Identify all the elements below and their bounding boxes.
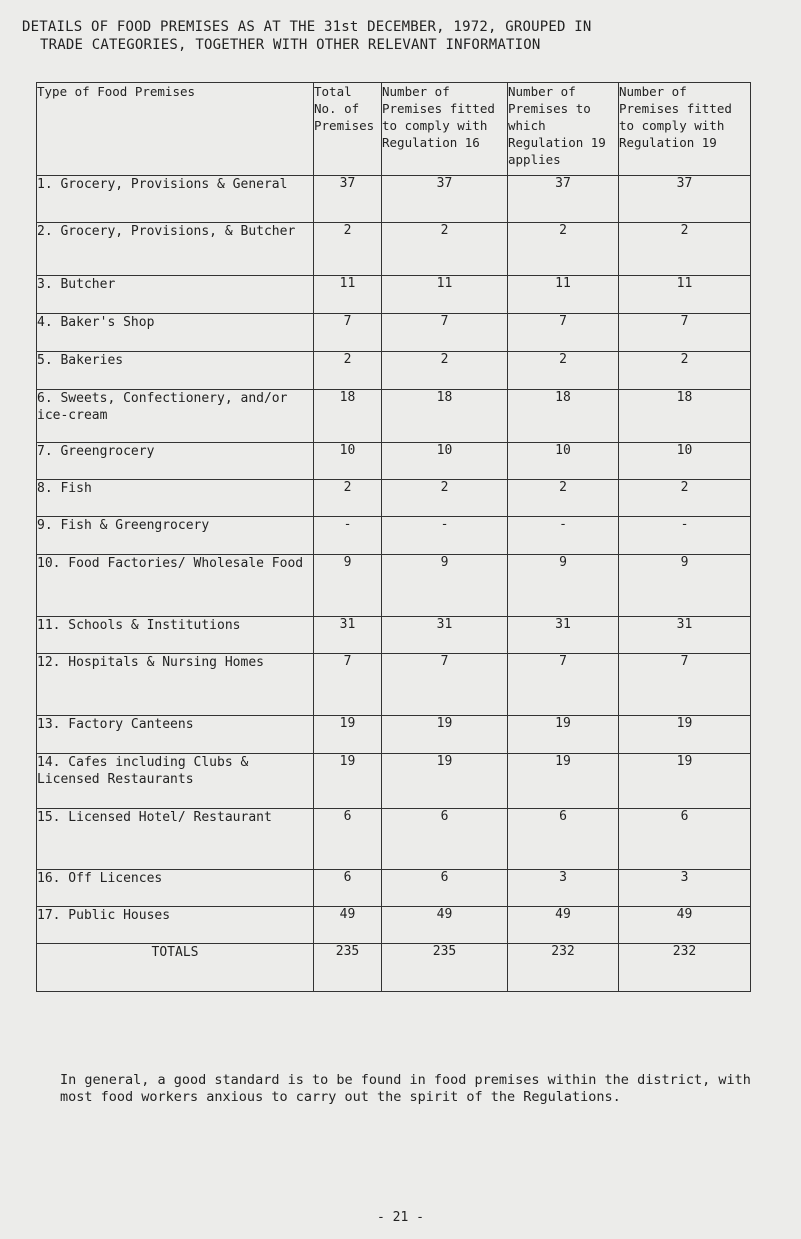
totals-label: TOTALS xyxy=(37,944,314,992)
row-total: 18 xyxy=(314,390,382,443)
row-applies-reg19: 6 xyxy=(508,809,619,870)
table-row xyxy=(37,617,751,654)
row-total: 2 xyxy=(314,223,382,276)
row-category: 9. Fish & Greengrocery xyxy=(37,517,314,555)
row-fitted-reg16: 7 xyxy=(382,654,508,716)
row-applies-reg19: - xyxy=(508,517,619,555)
table-row xyxy=(37,716,751,754)
food-premises-table xyxy=(36,82,751,992)
row-category: 14. Cafes including Clubs & Licensed Restaurants xyxy=(37,754,314,809)
row-fitted-reg19: 11 xyxy=(619,276,751,314)
row-total: 2 xyxy=(314,480,382,517)
row-fitted-reg16: 19 xyxy=(382,716,508,754)
header-row xyxy=(37,83,751,176)
row-fitted-reg19: 49 xyxy=(619,907,751,944)
table-row xyxy=(37,390,751,443)
row-fitted-reg16: - xyxy=(382,517,508,555)
row-fitted-reg19: 10 xyxy=(619,443,751,480)
totals-fitted-reg19: 232 xyxy=(619,944,751,992)
header-fitted-reg16: Number of Premises fitted to comply with Regulation 16 xyxy=(382,83,508,176)
row-applies-reg19: 3 xyxy=(508,870,619,907)
table-row xyxy=(37,276,751,314)
row-applies-reg19: 9 xyxy=(508,555,619,617)
row-fitted-reg19: 2 xyxy=(619,352,751,390)
row-total: 10 xyxy=(314,443,382,480)
row-fitted-reg16: 11 xyxy=(382,276,508,314)
row-applies-reg19: 10 xyxy=(508,443,619,480)
row-fitted-reg19: 18 xyxy=(619,390,751,443)
row-fitted-reg16: 6 xyxy=(382,870,508,907)
row-category: 5. Bakeries xyxy=(37,352,314,390)
row-fitted-reg19: - xyxy=(619,517,751,555)
row-fitted-reg19: 3 xyxy=(619,870,751,907)
header-type: Type of Food Premises xyxy=(37,83,314,176)
row-fitted-reg16: 37 xyxy=(382,176,508,223)
row-category: 3. Butcher xyxy=(37,276,314,314)
row-applies-reg19: 19 xyxy=(508,716,619,754)
row-total: 6 xyxy=(314,870,382,907)
row-category: 17. Public Houses xyxy=(37,907,314,944)
table-row xyxy=(37,517,751,555)
row-total: 6 xyxy=(314,809,382,870)
row-fitted-reg19: 37 xyxy=(619,176,751,223)
title-line-2: TRADE CATEGORIES, TOGETHER WITH OTHER RELEVANT INFORMATION xyxy=(40,37,541,53)
row-fitted-reg19: 2 xyxy=(619,223,751,276)
row-fitted-reg16: 2 xyxy=(382,352,508,390)
table-row xyxy=(37,555,751,617)
row-fitted-reg16: 2 xyxy=(382,223,508,276)
row-fitted-reg19: 9 xyxy=(619,555,751,617)
page-number: - 21 - xyxy=(377,1210,424,1225)
header-total: Total No. of Premises xyxy=(314,83,382,176)
row-applies-reg19: 18 xyxy=(508,390,619,443)
row-total: 7 xyxy=(314,314,382,352)
table-row xyxy=(37,223,751,276)
row-category: 2. Grocery, Provisions, & Butcher xyxy=(37,223,314,276)
row-category: 6. Sweets, Confectionery, and/or ice-cream xyxy=(37,390,314,443)
table-row xyxy=(37,480,751,517)
row-total: 37 xyxy=(314,176,382,223)
row-applies-reg19: 7 xyxy=(508,654,619,716)
row-category: 4. Baker's Shop xyxy=(37,314,314,352)
row-fitted-reg19: 2 xyxy=(619,480,751,517)
row-fitted-reg19: 7 xyxy=(619,314,751,352)
title-line-1: DETAILS OF FOOD PREMISES AS AT THE 31st DECEMBER, 1972, GROUPED IN xyxy=(22,19,592,35)
totals-row xyxy=(37,944,751,992)
row-fitted-reg19: 19 xyxy=(619,716,751,754)
row-fitted-reg16: 9 xyxy=(382,555,508,617)
row-fitted-reg19: 31 xyxy=(619,617,751,654)
row-fitted-reg16: 18 xyxy=(382,390,508,443)
row-fitted-reg16: 6 xyxy=(382,809,508,870)
row-fitted-reg16: 7 xyxy=(382,314,508,352)
row-total: 49 xyxy=(314,907,382,944)
row-applies-reg19: 2 xyxy=(508,480,619,517)
row-applies-reg19: 11 xyxy=(508,276,619,314)
row-category: 10. Food Factories/ Wholesale Food xyxy=(37,555,314,617)
row-applies-reg19: 2 xyxy=(508,352,619,390)
row-fitted-reg16: 31 xyxy=(382,617,508,654)
row-category: 13. Factory Canteens xyxy=(37,716,314,754)
table-row xyxy=(37,809,751,870)
row-applies-reg19: 7 xyxy=(508,314,619,352)
table-row xyxy=(37,870,751,907)
row-total: 19 xyxy=(314,754,382,809)
table-row xyxy=(37,907,751,944)
row-category: 8. Fish xyxy=(37,480,314,517)
row-fitted-reg16: 49 xyxy=(382,907,508,944)
table-row xyxy=(37,314,751,352)
header-fitted-reg19: Number of Premises fitted to comply with Regulation 19 xyxy=(619,83,751,176)
totals-fitted-reg16: 235 xyxy=(382,944,508,992)
row-category: 16. Off Licences xyxy=(37,870,314,907)
row-total: - xyxy=(314,517,382,555)
row-total: 2 xyxy=(314,352,382,390)
row-fitted-reg16: 19 xyxy=(382,754,508,809)
totals-total: 235 xyxy=(314,944,382,992)
row-total: 9 xyxy=(314,555,382,617)
header-applies-reg19: Number of Premises to which Regulation 19 applies xyxy=(508,83,619,176)
row-category: 15. Licensed Hotel/ Restaurant xyxy=(37,809,314,870)
row-fitted-reg16: 2 xyxy=(382,480,508,517)
document-title xyxy=(22,18,782,54)
table-row xyxy=(37,352,751,390)
row-applies-reg19: 49 xyxy=(508,907,619,944)
row-category: 1. Grocery, Provisions & General xyxy=(37,176,314,223)
row-fitted-reg16: 10 xyxy=(382,443,508,480)
row-category: 12. Hospitals & Nursing Homes xyxy=(37,654,314,716)
row-applies-reg19: 37 xyxy=(508,176,619,223)
table-row xyxy=(37,443,751,480)
table-row xyxy=(37,654,751,716)
row-category: 7. Greengrocery xyxy=(37,443,314,480)
row-fitted-reg19: 19 xyxy=(619,754,751,809)
row-applies-reg19: 19 xyxy=(508,754,619,809)
row-applies-reg19: 31 xyxy=(508,617,619,654)
row-fitted-reg19: 7 xyxy=(619,654,751,716)
row-applies-reg19: 2 xyxy=(508,223,619,276)
totals-applies-reg19: 232 xyxy=(508,944,619,992)
footer-paragraph: In general, a good standard is to be found in food premises within the district, with most food workers anxious to carry out the spirit of the Regulations. xyxy=(60,1072,751,1105)
row-category: 11. Schools & Institutions xyxy=(37,617,314,654)
row-total: 7 xyxy=(314,654,382,716)
row-total: 11 xyxy=(314,276,382,314)
table-row xyxy=(37,176,751,223)
table-row xyxy=(37,754,751,809)
row-total: 19 xyxy=(314,716,382,754)
row-fitted-reg19: 6 xyxy=(619,809,751,870)
row-total: 31 xyxy=(314,617,382,654)
